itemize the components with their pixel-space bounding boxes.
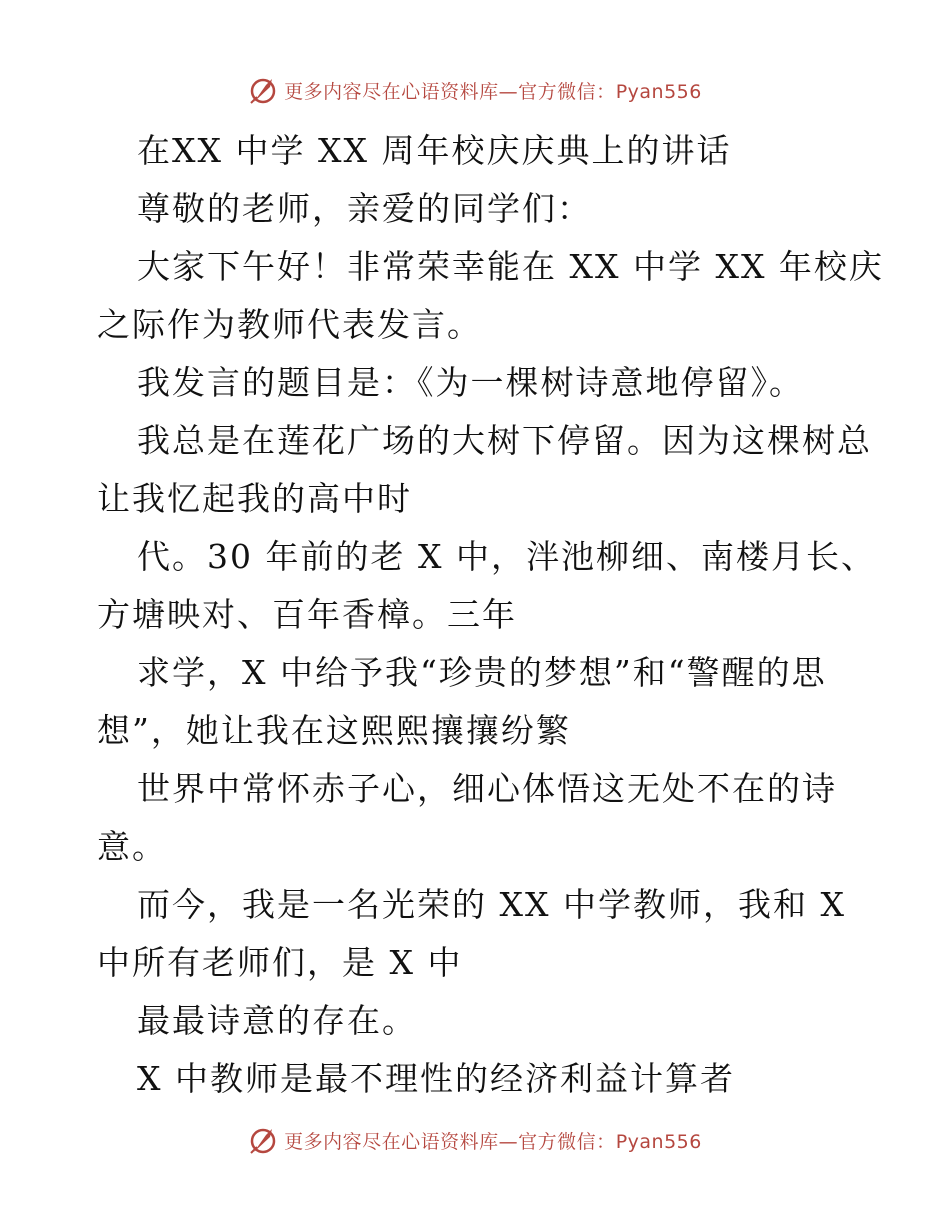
text-line: 代。30 年前的老 X 中，泮池柳细、南楼月长、 [137,537,876,576]
text-line: 在XX 中学 XX 周年校庆庆典上的讲话 [137,131,732,170]
text-line: 世界中常怀赤子心，细心体悟这无处不在的诗 [137,769,837,808]
text-line: 求学，X 中给予我“珍贵的梦想”和“警醒的思 [137,653,827,692]
watermark-text: 更多内容尽在心语资料库—官方微信：Pyan556 [284,1130,702,1153]
text-line: 方塘映对、百年香樟。三年 [97,595,517,634]
watermark-text: 更多内容尽在心语资料库—官方微信：Pyan556 [284,80,702,103]
text-line: 想”，她让我在这熙熙攘攘纷繁 [97,711,571,750]
text-line: 我总是在莲花广场的大树下停留。因为这棵树总 [137,421,872,460]
document-body [97,122,884,1108]
quill-logo-icon [248,75,278,105]
text-line: 之际作为教师代表发言。 [97,305,482,344]
text-line: 我发言的题目是：《为一棵树诗意地停留》。 [137,363,804,402]
watermark-banner-top [0,70,950,110]
text-line: 尊敬的老师，亲爱的同学们： [137,189,592,228]
text-line: 而今，我是一名光荣的 XX 中学教师，我和 X [137,885,846,924]
text-line: 大家下午好！非常荣幸能在 XX 中学 XX 年校庆 [137,247,884,286]
text-line: 让我忆起我的高中时 [97,479,412,518]
text-line: 最最诗意的存在。 [137,1001,417,1040]
watermark-banner-bottom [0,1120,950,1160]
text-line: 中所有老师们，是 X 中 [97,943,463,982]
text-line: X 中教师是最不理性的经济利益计算者 [137,1059,735,1098]
text-line: 意。 [97,827,167,866]
quill-logo-icon [248,1125,278,1155]
